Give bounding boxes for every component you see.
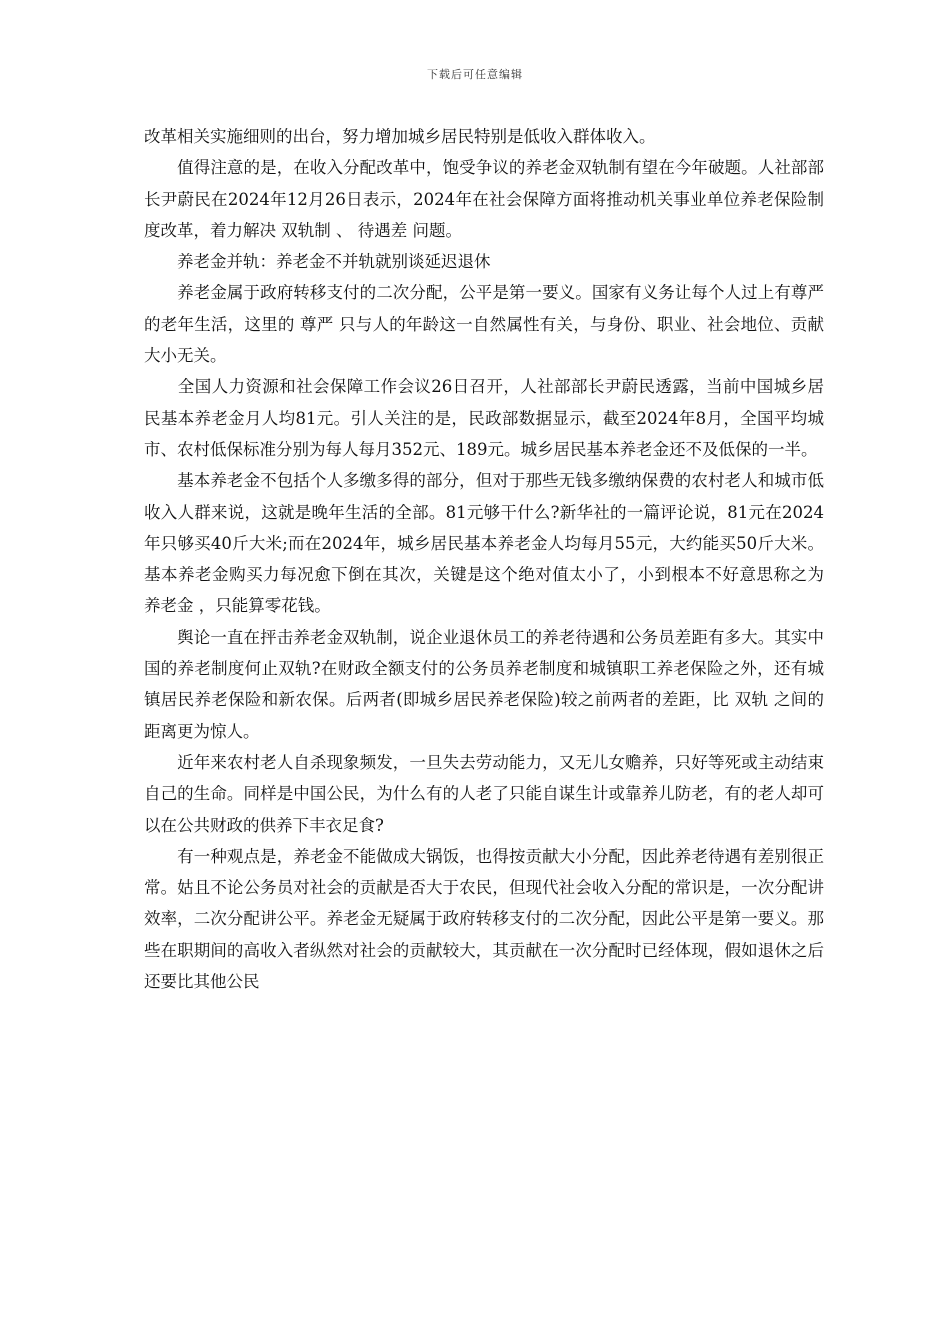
paragraph: 舆论一直在抨击养老金双轨制，说企业退休员工的养老待遇和公务员差距有多大。其实中国的养老制度何止双轨?在财政全额支付的公务员养老制度和城镇职工养老保险之外，还有城镇居民养老保险和新农保。后两者(即城乡居民养老保险)较之前两者的差距，比 双轨 之间的距离更为惊人。 (144, 627, 824, 741)
document-body (144, 121, 830, 997)
paragraph: 近年来农村老人自杀现象频发，一旦失去劳动能力，又无儿女赡养，只好等死或主动结束自己的生命。同样是中国公民，为什么有的人老了只能自谋生计或靠养儿防老，有的老人却可以在公共财政的供养下丰衣足食? (144, 752, 824, 835)
paragraph: 基本养老金不包括个人多缴多得的部分，但对于那些无钱多缴纳保费的农村老人和城市低收入人群来说，这就是晚年生活的全部。81元够干什么?新华社的一篇评论说，81元在2024年只够买40斤大米;而在2024年，城乡居民基本养老金人均每月55元，大约能买50斤大米。基本养老金购买力每况愈下倒在其次，关键是这个绝对值太小了，小到根本不好意思称之为 养老金 ，只能算零花钱。 (144, 471, 830, 616)
paragraph: 改革相关实施细则的出台，努力增加城乡居民特别是低收入群体收入。 (144, 127, 656, 146)
paragraph: 值得注意的是，在收入分配改革中，饱受争议的养老金双轨制有望在今年破题。人社部部长尹蔚民在2024年12月26日表示，2024年在社会保障方面将推动机关事业单位养老保险制度改革，着力解决 双轨制 、 待遇差 问题。 (144, 158, 824, 240)
paragraph: 有一种观点是，养老金不能做成大锅饭，也得按贡献大小分配，因此养老待遇有差别很正常。姑且不论公务员对社会的贡献是否大于农民，但现代社会收入分配的常识是，一次分配讲效率，二次分配讲公平。养老金无疑属于政府转移支付的二次分配，因此公平是第一要义。那些在职期间的高收入者纵然对社会的贡献较大，其贡献在一次分配时已经体现，假如退休之后还要比其他公民 (144, 846, 824, 992)
paragraph: 全国人力资源和社会保障工作会议26日召开，人社部部长尹蔚民透露，当前中国城乡居民基本养老金月人均81元。引人关注的是，民政部数据显示，截至2024年8月，全国平均城市、农村低保标准分别为每人每月352元、189元。城乡居民基本养老金还不及低保的一半。 (144, 377, 824, 459)
page-header: 下载后可任意编辑 (427, 68, 523, 81)
section-heading: 养老金并轨：养老金不并轨就别谈延迟退休 (144, 252, 491, 272)
paragraph: 养老金属于政府转移支付的二次分配，公平是第一要义。国家有义务让每个人过上有尊严的老年生活，这里的 尊严 只与人的年龄这一自然属性有关，与身份、职业、社会地位、贡献大小无关。 (144, 283, 824, 366)
